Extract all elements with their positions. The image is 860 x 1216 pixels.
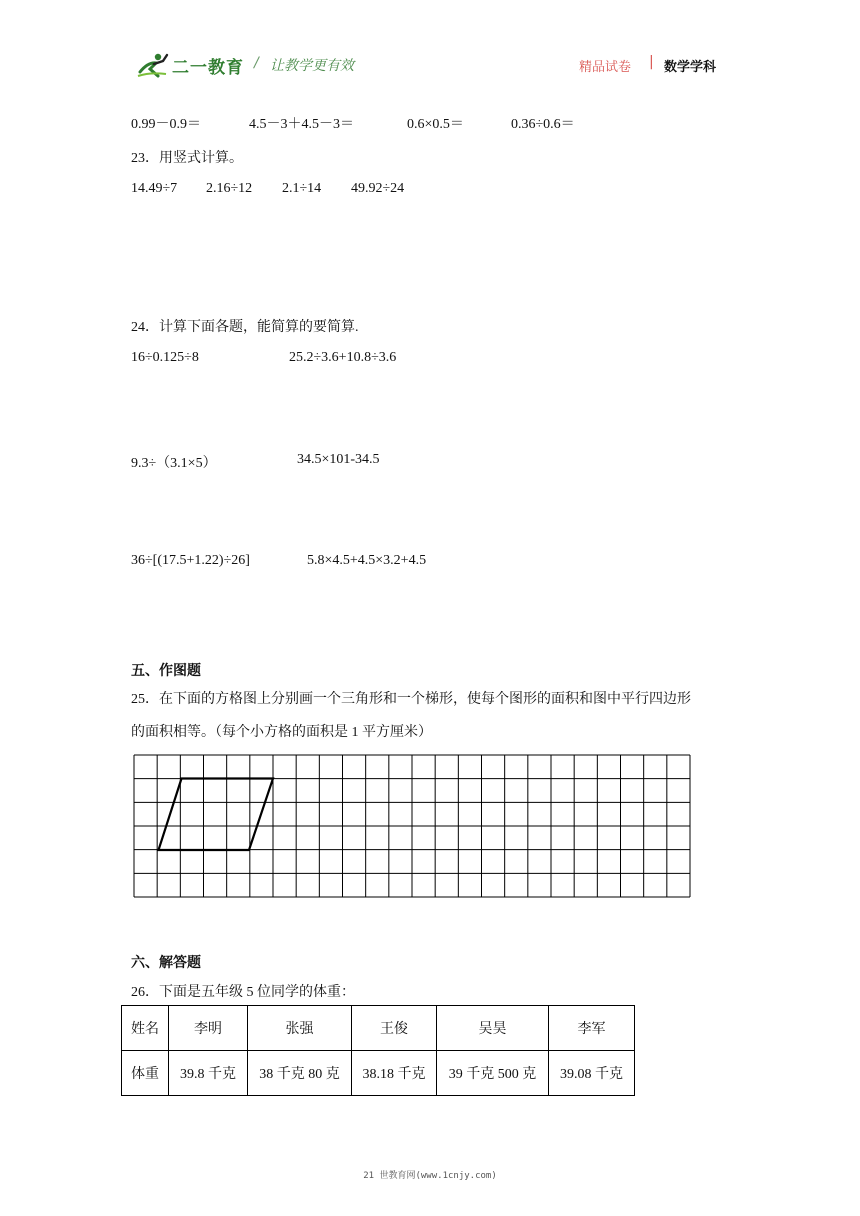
expr-item: 14.49÷7 (131, 181, 178, 196)
question-title: 23．用竖式计算。 (131, 151, 243, 166)
section-heading: 五、作图题 (131, 662, 201, 678)
expr-item: 25.2÷3.6+10.8÷3.6 (289, 350, 397, 365)
expr-item: 2.16÷12 (206, 181, 253, 196)
table-row (122, 1006, 635, 1051)
table-cell: 38 千克 80 克 (248, 1051, 352, 1096)
expr-item: 36÷[(17.5+1.22)÷26] (131, 553, 250, 568)
expr-item: 0.99－0.9＝ (131, 117, 201, 132)
parallelogram-shape (159, 779, 274, 851)
table-cell: 体重 (122, 1051, 169, 1096)
table-cell: 38.18 千克 (352, 1051, 437, 1096)
expr-item: 2.1÷14 (282, 181, 322, 196)
table-cell: 张强 (248, 1006, 352, 1051)
expr-item: 49.92÷24 (351, 181, 405, 196)
table-cell: 39.8 千克 (169, 1051, 248, 1096)
expr-item: 4.5－3＋4.5－3＝ (249, 117, 354, 132)
page-footer: 21 世教育网(www.1cnjy.com) (363, 1171, 497, 1181)
expr-item: 0.36÷0.6＝ (511, 117, 575, 132)
table-cell: 39 千克 500 克 (437, 1051, 549, 1096)
weight-table (121, 1005, 635, 1096)
header-slogan: 让教学更有效 (270, 58, 354, 74)
question-text: 的面积相等。（每个小方格的面积是 1 平方厘米） (131, 725, 432, 740)
table-cell: 李明 (169, 1006, 248, 1051)
expr-item: 34.5×101-34.5 (297, 452, 380, 467)
header-slash: / (254, 55, 259, 71)
table-cell: 李军 (549, 1006, 635, 1051)
table-cell: 39.08 千克 (549, 1051, 635, 1096)
header-separator: | (649, 54, 654, 70)
table-cell: 吴昊 (437, 1006, 549, 1051)
expr-item: 9.3÷（3.1×5） (131, 456, 217, 471)
expr-item: 0.6×0.5＝ (407, 117, 464, 132)
header-tag-quality: 精品试卷 (579, 60, 632, 75)
section-heading: 六、解答题 (131, 954, 201, 970)
table-cell: 姓名 (122, 1006, 169, 1051)
question-title: 24．计算下面各题，能简算的要简算. (131, 320, 359, 335)
table-cell: 王俊 (352, 1006, 437, 1051)
table-row (122, 1051, 635, 1096)
expr-item: 5.8×4.5+4.5×3.2+4.5 (307, 553, 427, 568)
header-tag-subject: 数学学科 (664, 60, 717, 75)
square-grid[interactable] (133, 754, 693, 900)
question-title: 26．下面是五年级 5 位同学的体重： (131, 985, 355, 1000)
expr-item: 16÷0.125÷8 (131, 350, 199, 365)
logo-text: 二一教育 (172, 58, 244, 78)
runner-logo-icon (136, 52, 170, 78)
question-text: 25．在下面的方格图上分别画一个三角形和一个梯形，使每个图形的面积和图中平行四边形 (131, 692, 691, 707)
